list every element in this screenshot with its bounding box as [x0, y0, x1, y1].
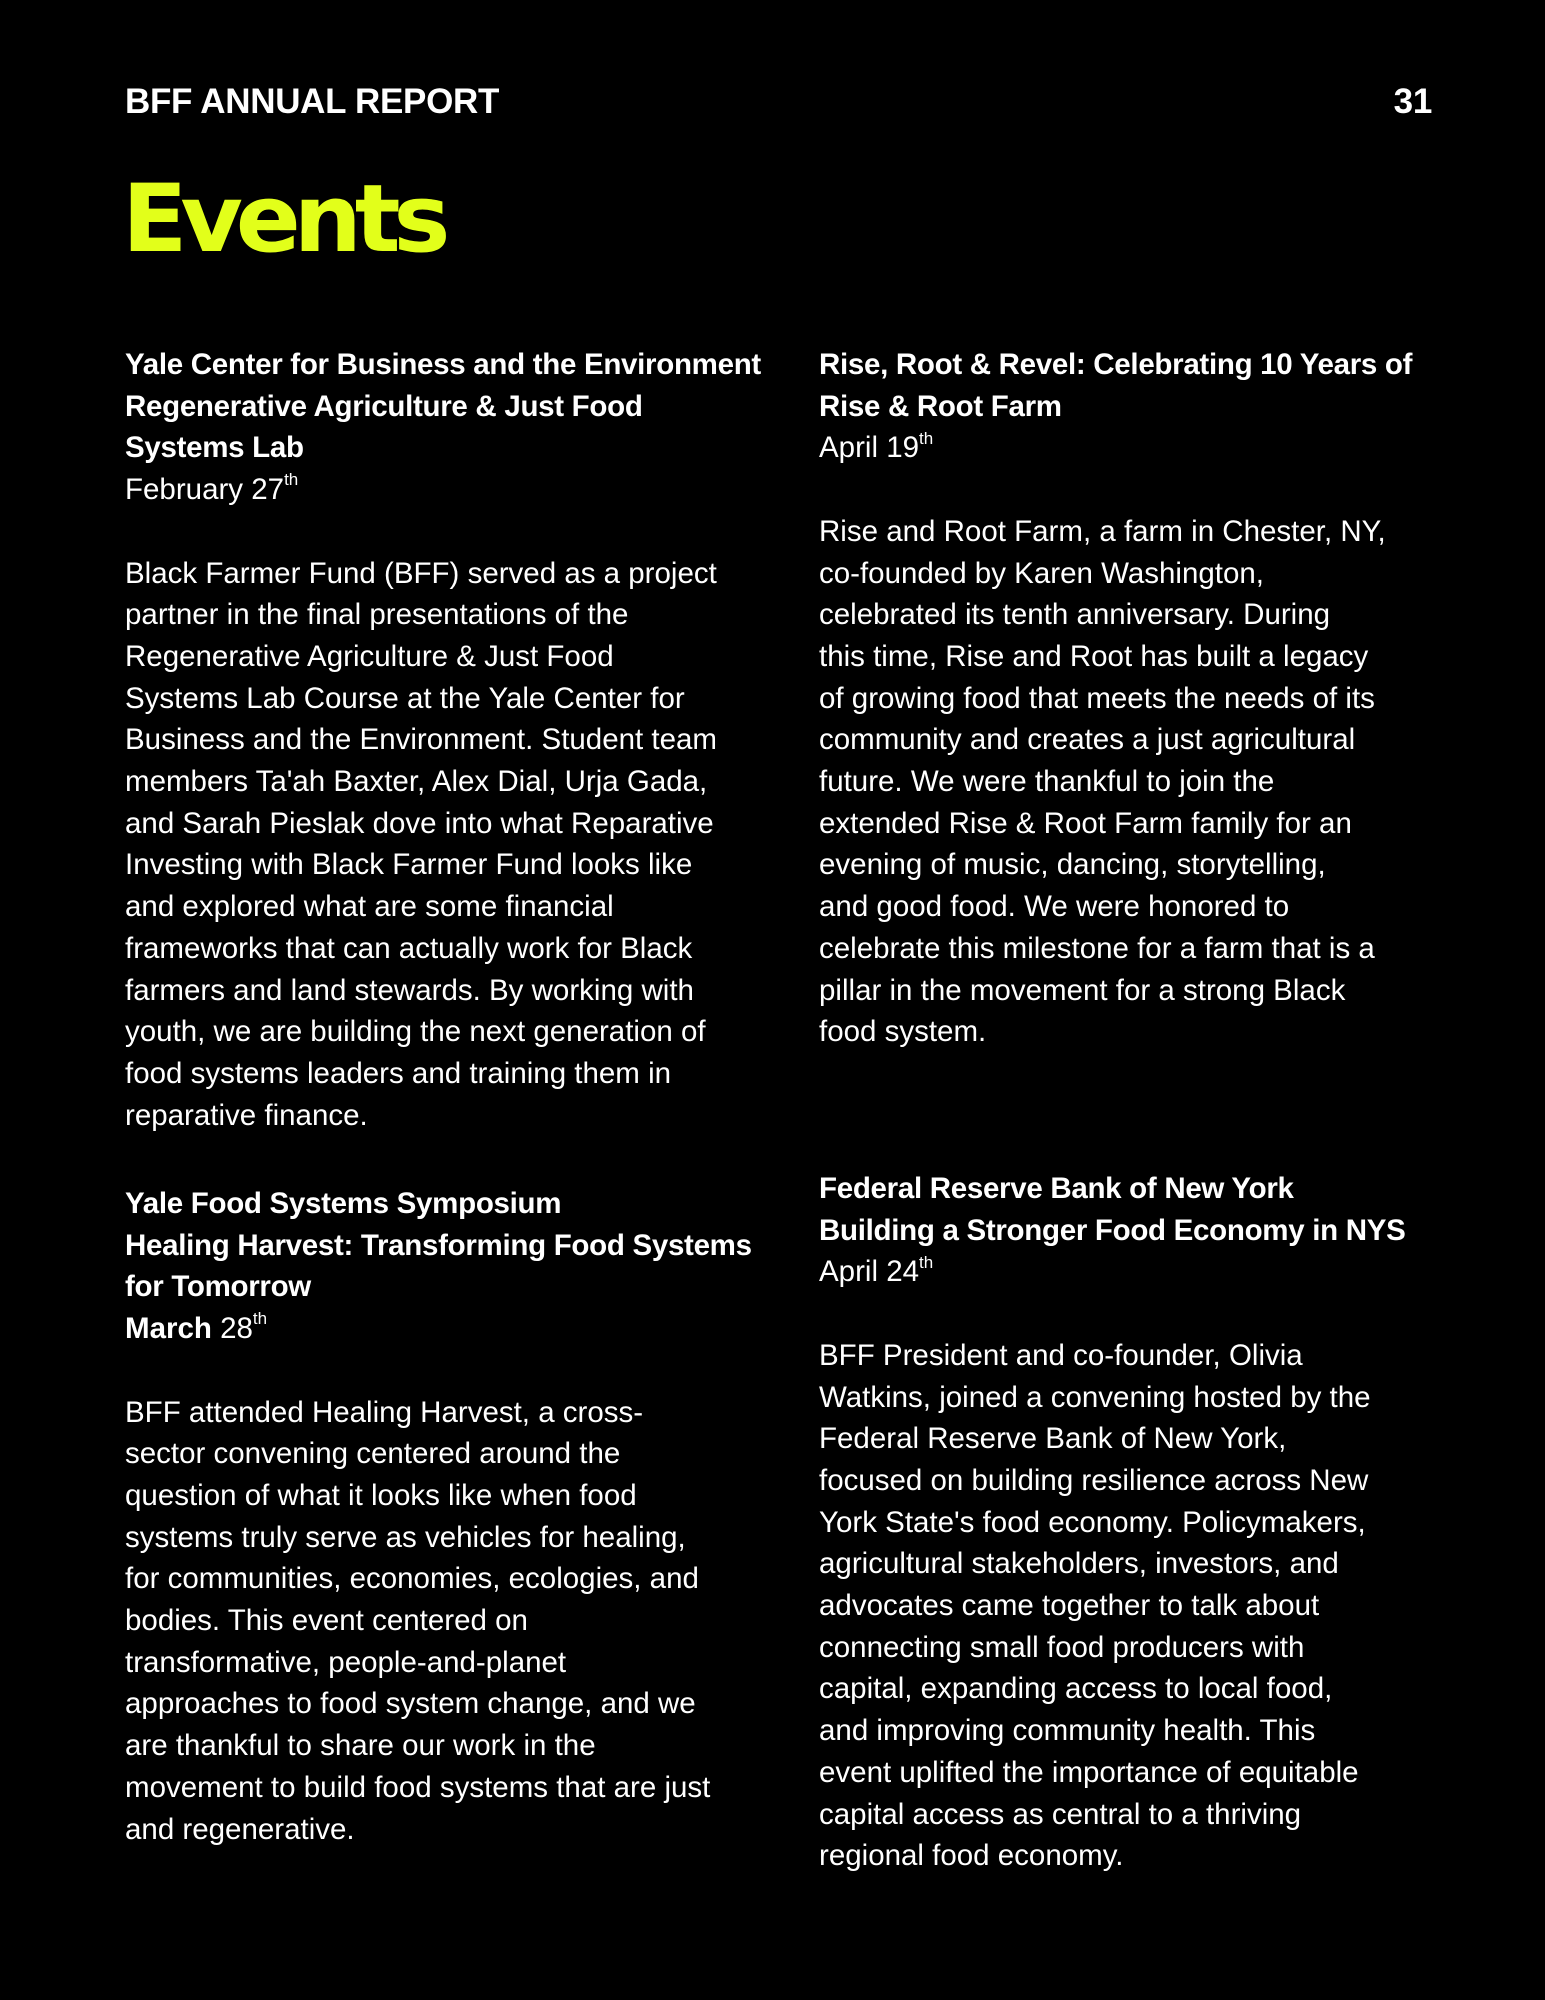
event-description-line: Systems Lab Course at the Yale Center for [125, 681, 685, 715]
event-description-line: regional food economy. [819, 1839, 1124, 1873]
event-description-line: food system. [819, 1015, 987, 1049]
event-description-line: youth, we are building the next generation of [125, 1015, 706, 1049]
event-date-day: 27 [251, 473, 285, 507]
event-date-month: March [125, 1312, 212, 1346]
event-description-line: capital access as central to a thriving [819, 1797, 1302, 1831]
page-header [125, 82, 1432, 122]
event-description-line: systems truly serve as vehicles for healing, [125, 1520, 686, 1554]
event-description-line: community and creates a just agricultural [819, 723, 1356, 757]
event-date-suffix: th [919, 1252, 934, 1272]
event-description-line: movement to build food systems that are just [125, 1770, 711, 1804]
event-title-line: Yale Food Systems Symposium [125, 1187, 562, 1220]
event-description-line: celebrate this milestone for a farm that is a [819, 931, 1375, 965]
event-date-suffix: th [919, 428, 934, 448]
event-yale-cbey [125, 344, 775, 1136]
event-description-line: of growing food that meets the needs of its [819, 681, 1375, 715]
event-description-line: Regenerative Agriculture & Just Food [125, 639, 614, 673]
event-title-line: Systems Lab [125, 431, 304, 465]
event-federal-reserve-bank-ny [819, 1168, 1439, 1877]
event-description-line: Investing with Black Farmer Fund looks like [125, 848, 693, 882]
event-date [819, 1251, 1439, 1293]
event-description-line: this time, Rise and Root has built a legacy [819, 639, 1369, 673]
event-description-line: question of what it looks like when food [125, 1478, 637, 1512]
event-title-line: Healing Harvest: Transforming Food Systems [125, 1228, 752, 1262]
event-date-day: 24 [886, 1255, 920, 1289]
event-description-line: and Sarah Pieslak dove into what Reparative [125, 806, 714, 840]
event-description-line: extended Rise & Root Farm family for an [819, 806, 1352, 840]
event-description-line: BFF President and co-founder, Olivia [819, 1338, 1303, 1372]
event-description-line: future. We were thankful to join the [819, 765, 1275, 799]
event-description-line: celebrated its tenth anniversary. During [819, 598, 1331, 632]
event-description-line: partner in the final presentations of the [125, 598, 629, 632]
event-description-line: are thankful to share our work in the [125, 1729, 596, 1763]
event-date [125, 469, 775, 511]
event-yale-food-systems-symposium [125, 1183, 775, 1850]
event-description-line: Watkins, joined a convening hosted by the [819, 1380, 1371, 1414]
event-title-line: Building a Stronger Food Economy in NYS [819, 1213, 1406, 1247]
page-number: 31 [1393, 82, 1432, 121]
event-title-line: Rise, Root & Revel: Celebrating 10 Years of [819, 348, 1413, 381]
event-description-line: York State's food economy. Policymakers, [819, 1505, 1366, 1539]
event-description [819, 511, 1439, 1053]
event-description-line: and explored what are some financial [125, 890, 614, 924]
event-description-line: connecting small food producers with [819, 1630, 1305, 1664]
event-description-line: sector convening centered around the [125, 1437, 621, 1471]
event-date-day: 19 [886, 431, 920, 465]
event-title-line: for Tomorrow [125, 1270, 311, 1304]
event-title [819, 344, 1439, 427]
event-description-line: frameworks that can actually work for Black [125, 931, 693, 965]
event-date-month: February [125, 473, 244, 507]
event-description-line: food systems leaders and training them in [125, 1056, 672, 1090]
event-description-line: event uplifted the importance of equitable [819, 1755, 1359, 1789]
event-date-suffix: th [284, 470, 299, 490]
event-description-line: farmers and land stewards. By working with [125, 973, 694, 1007]
event-title [819, 1168, 1439, 1251]
event-description-line: advocates came together to talk about [819, 1589, 1320, 1623]
event-description-line: and good food. We were honored to [819, 890, 1290, 924]
event-description-line: Rise and Root Farm, a farm in Chester, NY, [819, 514, 1386, 548]
section-title: Events [122, 165, 444, 274]
event-description-line: evening of music, dancing, storytelling, [819, 848, 1326, 882]
event-title-line: Federal Reserve Bank of New York [819, 1172, 1294, 1205]
event-description [125, 1392, 775, 1851]
event-description-line: and regenerative. [125, 1812, 355, 1846]
event-title-line: Regenerative Agriculture & Just Food [125, 389, 643, 423]
event-description-line: Federal Reserve Bank of New York, [819, 1422, 1287, 1456]
event-description-line: members Ta'ah Baxter, Alex Dial, Urja Gada, [125, 765, 708, 799]
event-date [125, 1308, 775, 1350]
event-description-line: co-founded by Karen Washington, [819, 556, 1264, 590]
event-title [125, 344, 775, 469]
report-title: BFF ANNUAL REPORT [125, 82, 500, 121]
event-date-day: 28 [220, 1312, 253, 1346]
event-description-line: pillar in the movement for a strong Black [819, 973, 1346, 1007]
event-description-line: bodies. This event centered on [125, 1604, 528, 1638]
event-description-line: agricultural stakeholders, investors, and [819, 1547, 1339, 1581]
event-description-line: for communities, economies, ecologies, and [125, 1562, 699, 1596]
event-description-line: approaches to food system change, and we [125, 1687, 696, 1721]
event-description-line: reparative finance. [125, 1098, 368, 1132]
event-rise-root-revel [819, 344, 1439, 1053]
event-description-line: BFF attended Healing Harvest, a cross- [125, 1395, 644, 1429]
event-description-line: capital, expanding access to local food, [819, 1672, 1333, 1706]
event-description-line: Black Farmer Fund (BFF) served as a project [125, 556, 717, 590]
event-description [125, 553, 775, 1137]
event-title [125, 1183, 775, 1308]
event-date-month: April [819, 431, 879, 465]
event-description-line: and improving community health. This [819, 1714, 1316, 1748]
event-title-line: Yale Center for Business and the Environment [125, 348, 761, 381]
event-date [819, 427, 1439, 469]
event-description-line: focused on building resilience across New [819, 1463, 1369, 1497]
event-description-line: Business and the Environment. Student team [125, 723, 717, 757]
event-date-suffix: th [252, 1309, 268, 1329]
event-description [819, 1335, 1439, 1877]
event-date-month: April [819, 1255, 879, 1289]
event-description-line: transformative, people-and-planet [125, 1645, 567, 1679]
event-title-line: Rise & Root Farm [819, 389, 1062, 423]
